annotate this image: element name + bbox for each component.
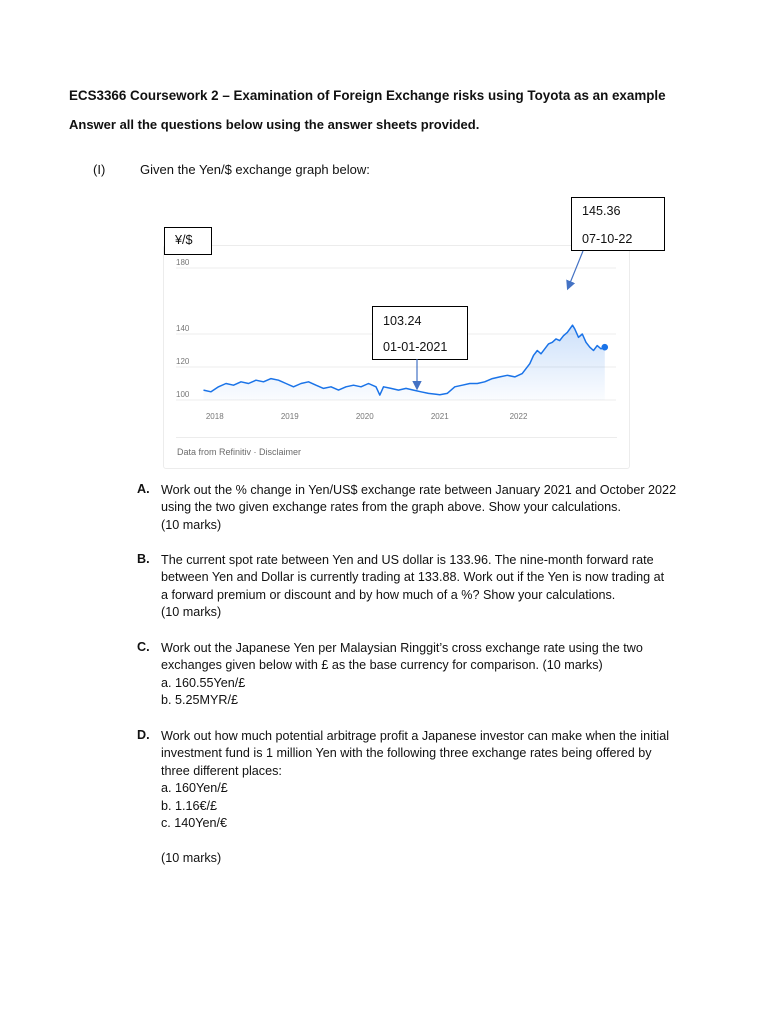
question-line: a. 160.55Yen/£ xyxy=(161,675,246,690)
high-point-value: 145.36 xyxy=(582,204,621,218)
question-line: Work out the Japanese Yen per Malaysian Ringgit’s cross exchange rate using the two xyxy=(161,641,643,655)
question-line: a. 160Yen/£ xyxy=(161,781,228,796)
chart-source-note: Data from Refinitiv · Disclaimer xyxy=(177,447,302,457)
question-line: b. 5.25MYR/£ xyxy=(161,693,239,708)
low-point-callout xyxy=(372,306,468,360)
x-tick-label: 2020 xyxy=(355,412,374,421)
question-line: (10 marks) xyxy=(161,517,222,532)
low-point-value: 103.24 xyxy=(383,314,422,328)
question-line: The current spot rate between Yen and US dollar is 133.96. The nine-month forward rate xyxy=(161,553,654,567)
question-line: b. 1.16€/£ xyxy=(161,798,218,813)
question-text xyxy=(161,728,669,867)
high-point-callout xyxy=(571,197,665,251)
question-letter: B. xyxy=(137,552,150,566)
x-tick-label: 2019 xyxy=(280,412,299,421)
question-line: c. 140Yen/€ xyxy=(161,815,228,830)
question-line: three different places: xyxy=(161,763,282,778)
question-line: (10 marks) xyxy=(161,605,222,620)
question-line: using the two given exchange rates from the graph above. Show your calculations. xyxy=(161,500,621,515)
question-letter: D. xyxy=(137,728,150,742)
question-letter: A. xyxy=(137,482,150,496)
part-prompt: Given the Yen/$ exchange graph below: xyxy=(140,162,370,177)
unit-label-box xyxy=(164,227,212,255)
question-text xyxy=(161,482,676,534)
question-line: exchanges given below with £ as the base currency for comparison. (10 marks) xyxy=(161,658,603,673)
y-tick-label: 100 xyxy=(176,390,190,399)
question-line: (10 marks) xyxy=(161,850,222,865)
question-line: a forward premium or discount and by how much of a %? Show your calculations. xyxy=(161,587,616,602)
question-text xyxy=(161,640,643,710)
question-line: investment fund is 1 million Yen with the following three exchange rates being offered by xyxy=(161,746,652,761)
question-line: between Yen and Dollar is currently trading at 133.88. Work out if the Yen is now trading at xyxy=(161,570,665,585)
unit-label: ¥/$ xyxy=(175,233,193,247)
x-tick-label: 2021 xyxy=(430,412,449,421)
high-point-date: 07-10-22 xyxy=(582,232,633,246)
page-title: ECS3366 Coursework 2 – Examination of Foreign Exchange risks using Toyota as an example xyxy=(69,88,666,103)
y-tick-label: 180 xyxy=(176,258,190,267)
low-point-date: 01-01-2021 xyxy=(383,340,448,354)
x-tick-label: 2018 xyxy=(205,412,224,421)
y-tick-label: 120 xyxy=(176,357,190,366)
question-line: Work out the % change in Yen/US$ exchange rate between January 2021 and October 2022 xyxy=(161,483,677,497)
part-number: (I) xyxy=(93,162,106,177)
series-end-point xyxy=(601,344,608,351)
instructions: Answer all the questions below using the answer sheets provided. xyxy=(69,117,480,132)
question-line xyxy=(161,832,669,849)
question-line: Work out how much potential arbitrage profit a Japanese investor can make when the initial xyxy=(161,729,669,743)
chart-divider xyxy=(176,437,617,438)
y-tick-label: 140 xyxy=(176,324,190,333)
question-text xyxy=(161,552,664,622)
x-tick-label: 2022 xyxy=(509,412,528,421)
question-letter: C. xyxy=(137,640,150,654)
